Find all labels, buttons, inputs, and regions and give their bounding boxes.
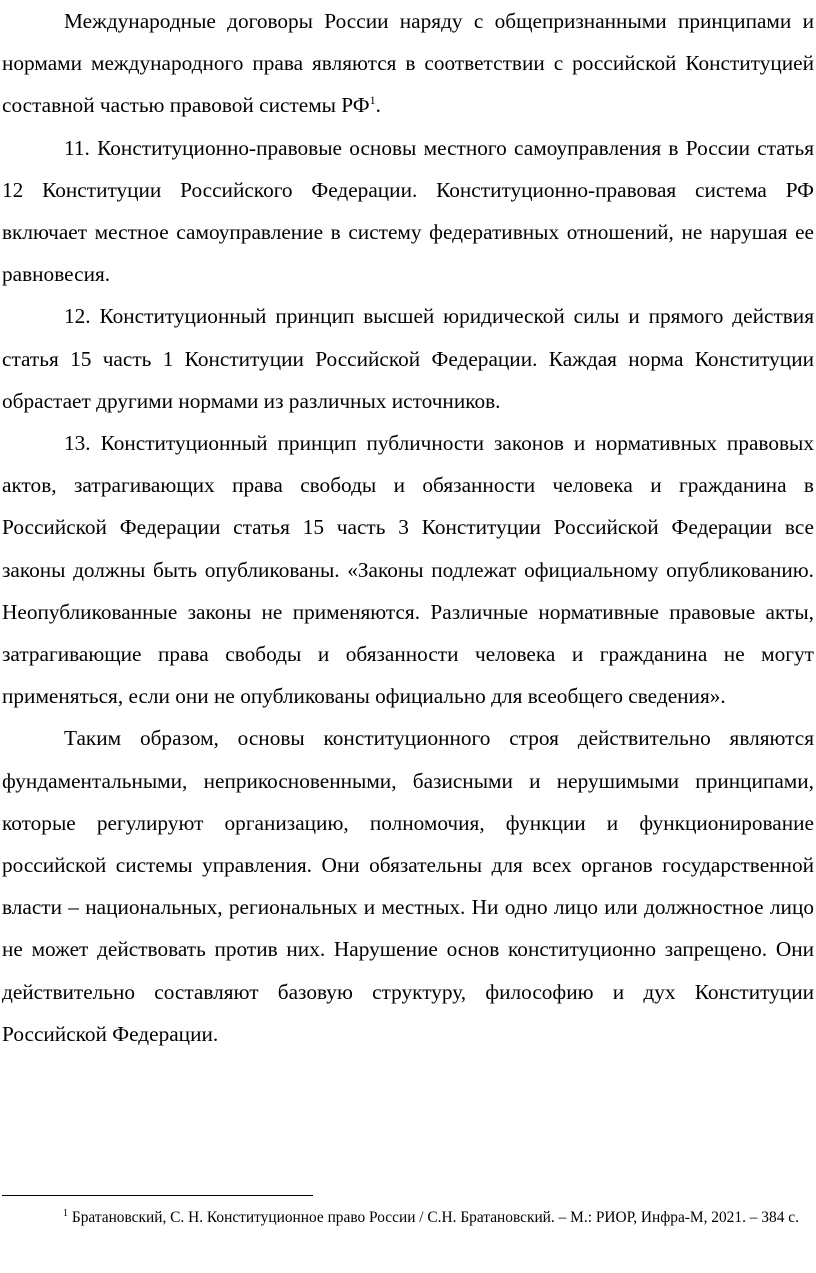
- paragraph-text: Международные договоры России наряду с общепризнанными принципами и нормами международного права являются в соответствии с российской Конституцией составной частью правовой системы РФ: [2, 9, 814, 118]
- paragraph-local-self-government: 11. Конституционно-правовые основы местного самоуправления в России статья 12 Конституции Российского Федерации. Конституционно-правовая система РФ включает местное самоуправление в систему федеративных отношений, не нарушая ее равновесия.: [2, 135, 814, 287]
- footnote-divider: [2, 1195, 313, 1196]
- paragraph-tail: .: [375, 93, 381, 118]
- paragraph-supreme-legal-force: 12. Конституционный принцип высшей юридической силы и прямого действия статья 15 часть 1 Конституции Российской Федерации. Каждая норма Конституции обрастает другими нормами из различных источников.: [2, 304, 814, 413]
- paragraph-conclusion: Таким образом, основы конституционного строя действительно являются фундаментальными, неприкосновенными, базисными и нерушимыми принципами, которые регулируют организацию, полномочия, функции и функционирование российской системы управления. Они обязательны для всех органов государственной власти – национальных, региональных и местных. Ни одно лицо или должностное лицо не может действовать против них. Нарушение основ конституционно запрещено. Они действительно составляют базовую структуру, философию и дух Конституции Российской Федерации.: [2, 726, 814, 1046]
- footnote-reference[interactable]: 1: [369, 93, 376, 108]
- main-text: [2, 0, 814, 1055]
- paragraph-international-treaties: [2, 0, 814, 127]
- paragraph-publicity-of-laws: 13. Конституционный принцип публичности законов и нормативных правовых актов, затрагивающих права свободы и обязанности человека и гражданина в Российской Федерации статья 15 часть 3 Конституции Российской Федерации все законы должны быть опубликованы. «Законы подлежат официальному опубликованию. Неопубликованные законы не применяются. Различные нормативные правовые акты, затрагивающие права свободы и обязанности человека и гражданина не могут применяться, если они не опубликованы официально для всеобщего сведения».: [2, 431, 814, 709]
- footnote-text: Братановский, С. Н. Конституционное право России / С.Н. Братановский. – М.: РИОР, Инфра-М, 2021. – 384 с.: [71, 1209, 799, 1226]
- footnote: [2, 1206, 814, 1230]
- footnote-marker: 1: [63, 1207, 68, 1219]
